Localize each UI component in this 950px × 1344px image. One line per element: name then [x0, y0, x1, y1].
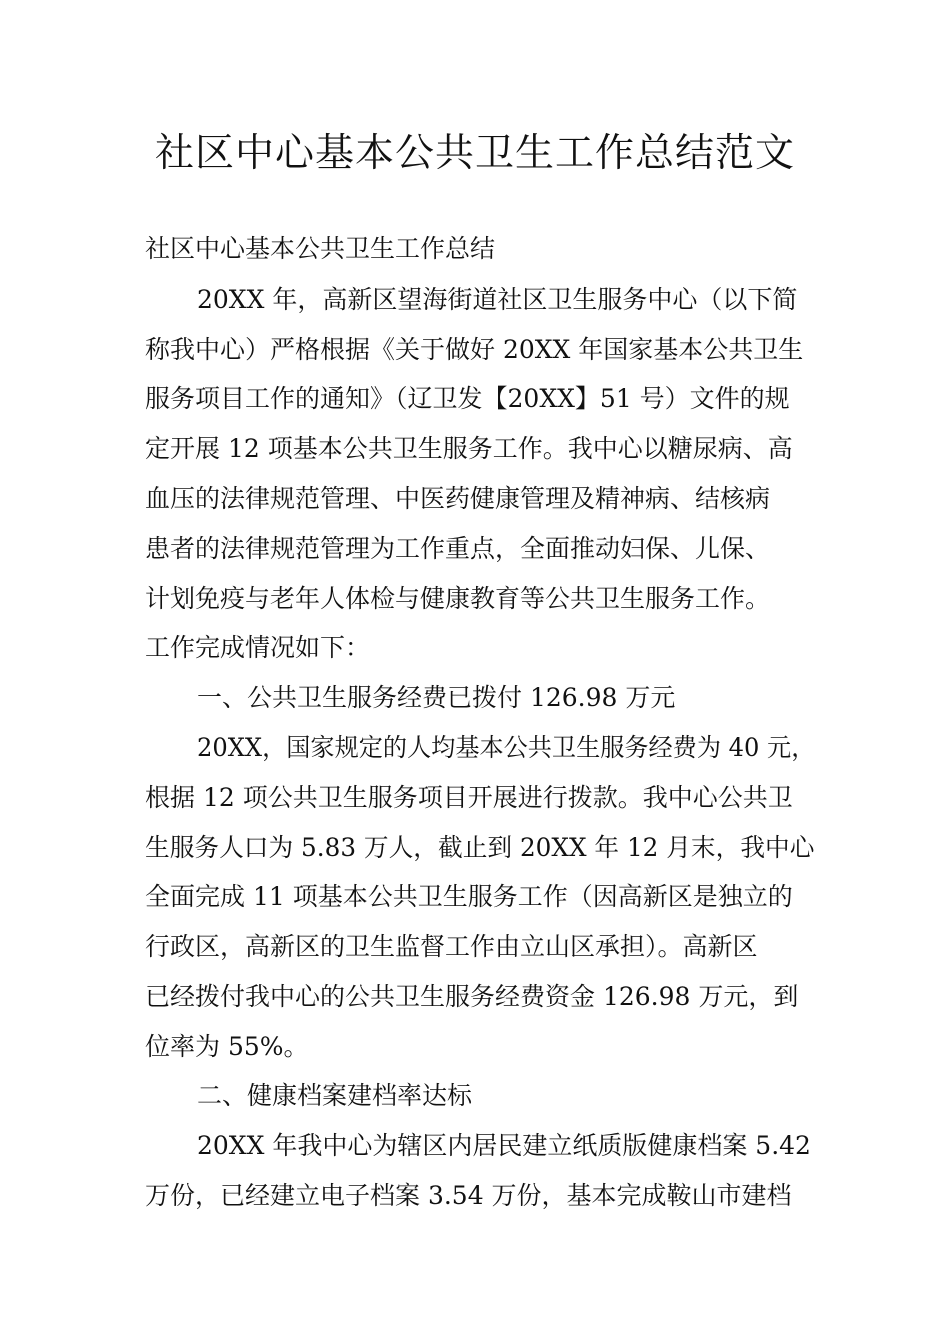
paragraph-line: 行政区，高新区的卫生监督工作由立山区承担）。高新区: [145, 932, 758, 961]
paragraph-line: 根据 12 项公共卫生服务项目开展进行拨款。我中心公共卫: [145, 783, 793, 812]
paragraph-line: 计划免疫与老年人体检与健康教育等公共卫生服务工作。: [145, 584, 771, 613]
paragraph-line: 工作完成情况如下：: [145, 633, 371, 662]
paragraph-line: 服务项目工作的通知》（辽卫发【20XX】51 号）文件的规: [145, 384, 790, 413]
section-heading-1: 一、公共卫生服务经费已拨付 126.98 万元: [197, 683, 676, 712]
section-heading-2: 二、健康档案建档率达标: [197, 1081, 473, 1110]
paragraph-line: 称我中心）严格根据《关于做好 20XX 年国家基本公共卫生: [145, 335, 804, 364]
paragraph-line: 万份，已经建立电子档案 3.54 万份，基本完成鞍山市建档: [145, 1181, 792, 1210]
paragraph-line: 全面完成 11 项基本公共卫生服务工作（因高新区是独立的: [145, 882, 793, 911]
paragraph-line: 定开展 12 项基本公共卫生服务工作。我中心以糖尿病、高: [145, 434, 793, 463]
paragraph-line: 位率为 55%。: [145, 1032, 309, 1061]
document-subtitle: 社区中心基本公共卫生工作总结: [145, 234, 496, 263]
paragraph-line: 20XX 年，高新区望海街道社区卫生服务中心（以下简: [197, 285, 798, 314]
paragraph-line: 20XX 年我中心为辖区内居民建立纸质版健康档案 5.42: [197, 1131, 811, 1160]
paragraph-line: 患者的法律规范管理为工作重点，全面推动妇保、儿保、: [145, 534, 771, 563]
document-title: 社区中心基本公共卫生工作总结范文: [154, 131, 795, 176]
paragraph-line: 已经拨付我中心的公共卫生服务经费资金 126.98 万元，到: [145, 982, 799, 1011]
paragraph-line: 血压的法律规范管理、中医药健康管理及精神病、结核病: [145, 484, 771, 513]
paragraph-line: 生服务人口为 5.83 万人，截止到 20XX 年 12 月末，我中心: [145, 833, 815, 862]
paragraph-line: 20XX，国家规定的人均基本公共卫生服务经费为 40 元，: [197, 733, 816, 762]
